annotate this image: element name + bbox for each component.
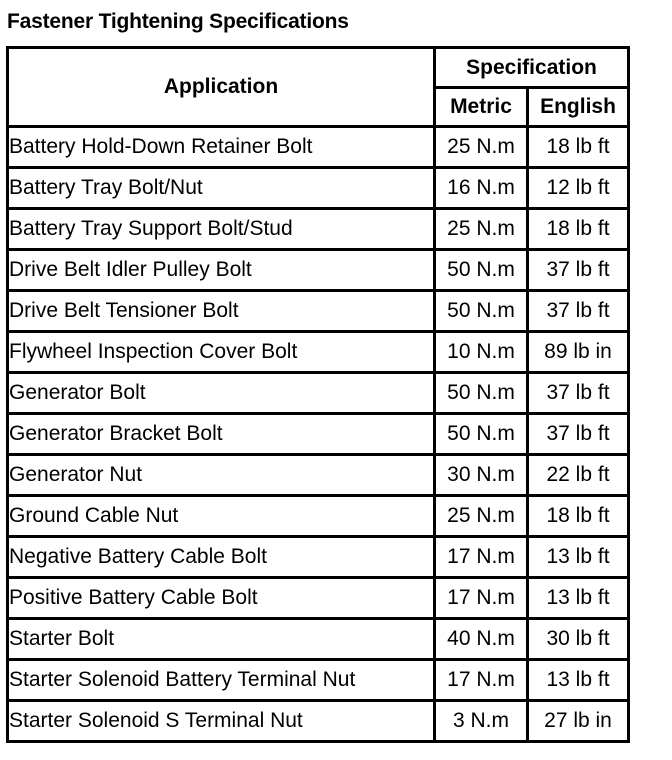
table-row	[9, 128, 627, 169]
english-cell: 22 lb ft	[529, 456, 627, 497]
english-cell: 37 lb ft	[529, 251, 627, 292]
application-cell: Ground Cable Nut	[9, 497, 436, 538]
table-row	[9, 251, 627, 292]
english-cell: 30 lb ft	[529, 620, 627, 661]
application-cell: Drive Belt Idler Pulley Bolt	[9, 251, 436, 292]
table-row	[9, 579, 627, 620]
application-cell: Starter Solenoid Battery Terminal Nut	[9, 661, 436, 702]
english-cell: 18 lb ft	[529, 128, 627, 169]
english-cell: 37 lb ft	[529, 374, 627, 415]
metric-cell: 3 N.m	[436, 702, 529, 740]
table-row	[9, 210, 627, 251]
application-header: Application	[9, 49, 436, 128]
table-row	[9, 374, 627, 415]
table-row	[9, 292, 627, 333]
application-cell: Battery Hold-Down Retainer Bolt	[9, 128, 436, 169]
application-cell: Battery Tray Support Bolt/Stud	[9, 210, 436, 251]
english-cell: 18 lb ft	[529, 497, 627, 538]
page-title: Fastener Tightening Specifications	[7, 10, 349, 33]
metric-cell: 30 N.m	[436, 456, 529, 497]
application-cell: Starter Solenoid S Terminal Nut	[9, 702, 436, 740]
table-row	[9, 415, 627, 456]
metric-cell: 25 N.m	[436, 497, 529, 538]
table-row	[9, 333, 627, 374]
application-cell: Starter Bolt	[9, 620, 436, 661]
table-row	[9, 620, 627, 661]
table-row	[9, 661, 627, 702]
application-cell: Generator Bolt	[9, 374, 436, 415]
metric-cell: 17 N.m	[436, 661, 529, 702]
metric-cell: 25 N.m	[436, 210, 529, 251]
table-body	[9, 128, 627, 740]
metric-cell: 17 N.m	[436, 538, 529, 579]
metric-cell: 17 N.m	[436, 579, 529, 620]
application-cell: Drive Belt Tensioner Bolt	[9, 292, 436, 333]
table-row	[9, 702, 627, 740]
english-cell: 89 lb in	[529, 333, 627, 374]
table-row	[9, 169, 627, 210]
application-cell: Generator Bracket Bolt	[9, 415, 436, 456]
english-cell: 12 lb ft	[529, 169, 627, 210]
english-cell: 37 lb ft	[529, 415, 627, 456]
table-row	[9, 538, 627, 579]
table-row	[9, 497, 627, 538]
metric-cell: 50 N.m	[436, 292, 529, 333]
english-cell: 13 lb ft	[529, 579, 627, 620]
metric-cell: 50 N.m	[436, 374, 529, 415]
application-cell: Flywheel Inspection Cover Bolt	[9, 333, 436, 374]
metric-header: Metric	[436, 89, 529, 128]
application-cell: Battery Tray Bolt/Nut	[9, 169, 436, 210]
specification-header: Specification	[436, 49, 627, 89]
english-header: English	[529, 89, 627, 128]
application-cell: Negative Battery Cable Bolt	[9, 538, 436, 579]
metric-cell: 25 N.m	[436, 128, 529, 169]
english-cell: 13 lb ft	[529, 661, 627, 702]
metric-cell: 50 N.m	[436, 415, 529, 456]
application-cell: Generator Nut	[9, 456, 436, 497]
application-cell: Positive Battery Cable Bolt	[9, 579, 436, 620]
english-cell: 37 lb ft	[529, 292, 627, 333]
fastener-spec-table	[6, 46, 630, 743]
table-row	[9, 456, 627, 497]
metric-cell: 16 N.m	[436, 169, 529, 210]
metric-cell: 10 N.m	[436, 333, 529, 374]
metric-cell: 50 N.m	[436, 251, 529, 292]
metric-cell: 40 N.m	[436, 620, 529, 661]
english-cell: 27 lb in	[544, 709, 612, 732]
english-cell: 18 lb ft	[529, 210, 627, 251]
english-cell: 13 lb ft	[529, 538, 627, 579]
